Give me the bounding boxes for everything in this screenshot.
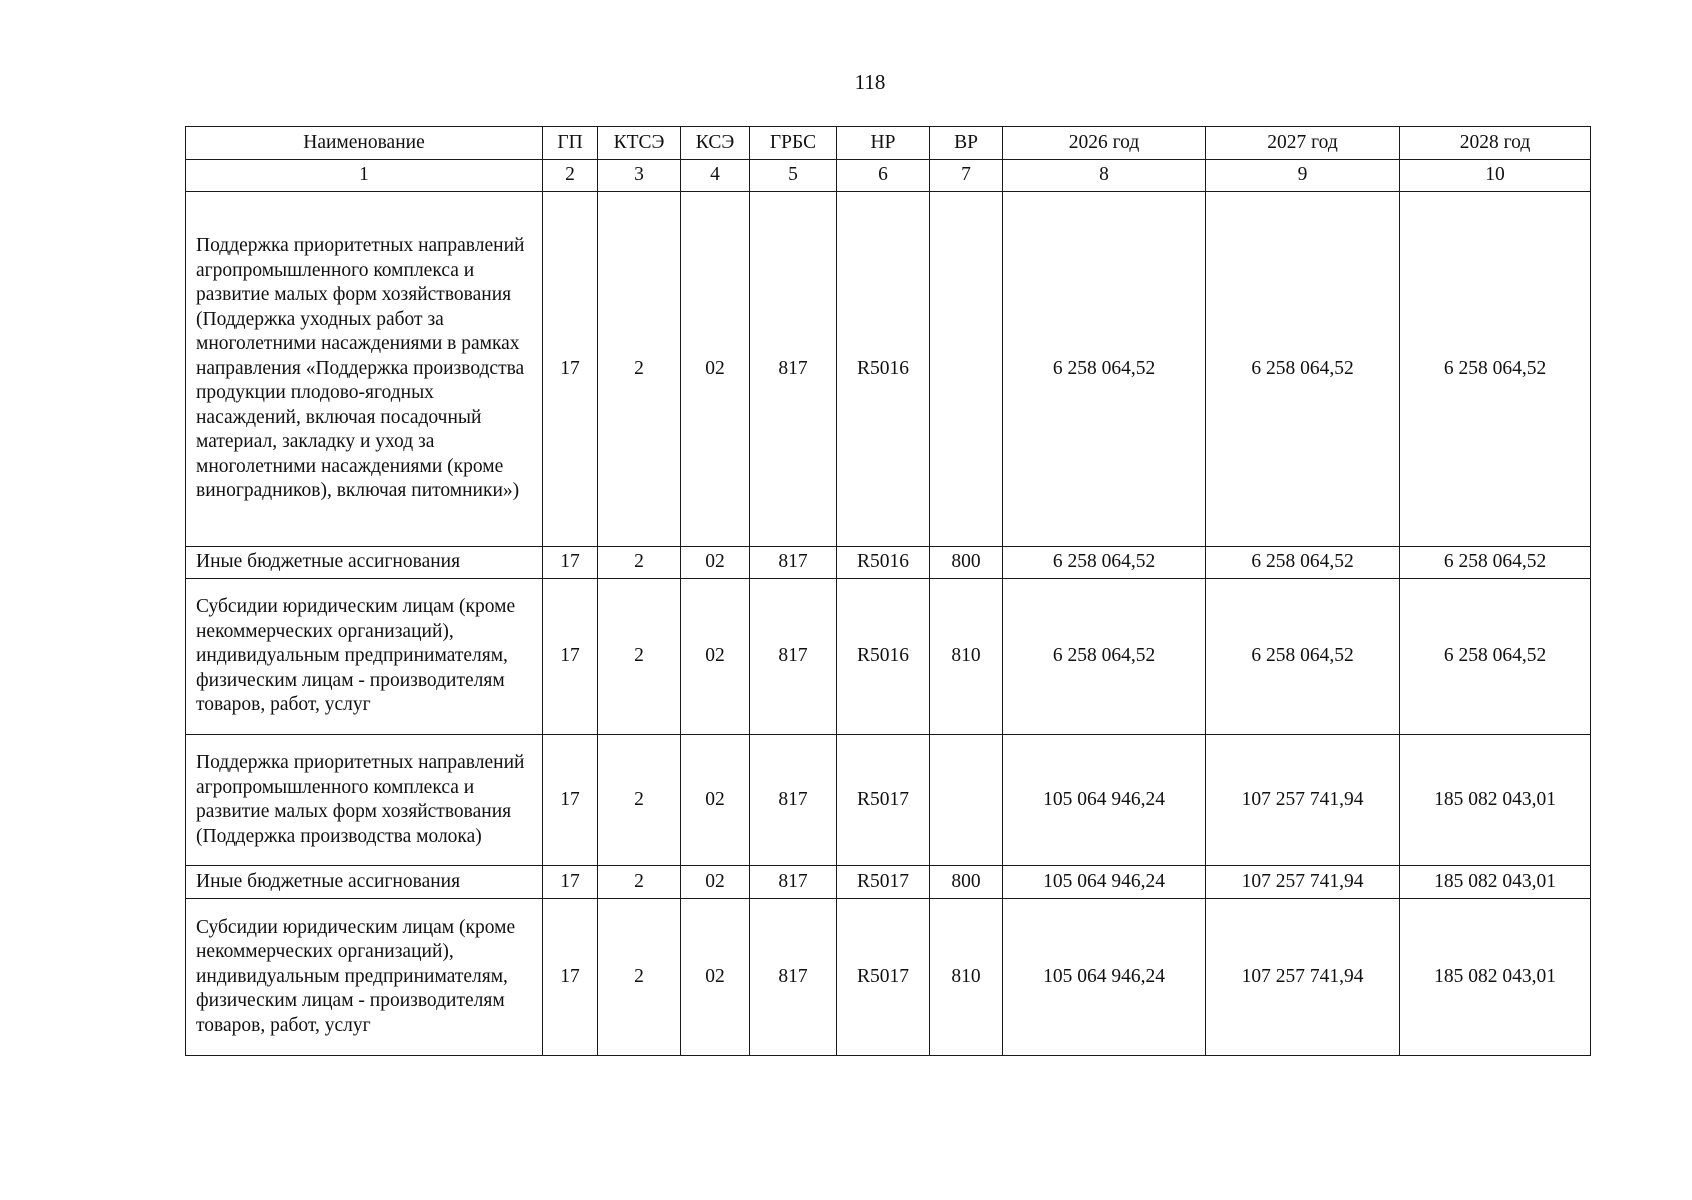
table-row (186, 579, 1591, 735)
row-grbs: 817 (750, 192, 837, 547)
row-kse: 02 (681, 735, 750, 866)
header-ktse: КТСЭ (598, 127, 681, 160)
row-kse: 02 (681, 192, 750, 547)
table-row (186, 547, 1591, 579)
row-kse: 02 (681, 547, 750, 579)
row-grbs: 817 (750, 866, 837, 899)
row-gp: 17 (543, 735, 598, 866)
column-number: 7 (930, 160, 1003, 192)
row-vr: 800 (930, 866, 1003, 899)
row-amount-2027: 107 257 741,94 (1206, 866, 1400, 899)
row-amount-2026: 105 064 946,24 (1003, 735, 1206, 866)
header-gp: ГП (543, 127, 598, 160)
row-vr: 800 (930, 547, 1003, 579)
row-amount-2026: 105 064 946,24 (1003, 899, 1206, 1056)
row-grbs: 817 (750, 899, 837, 1056)
column-number: 9 (1206, 160, 1400, 192)
row-nr: R5016 (837, 547, 930, 579)
row-name: Иные бюджетные ассигнования (186, 866, 543, 899)
row-amount-2028: 185 082 043,01 (1400, 735, 1591, 866)
header-2027: 2027 год (1206, 127, 1400, 160)
table-row (186, 192, 1591, 547)
row-kse: 02 (681, 899, 750, 1056)
column-number-row (186, 160, 1591, 192)
row-vr: 810 (930, 579, 1003, 735)
row-amount-2028: 6 258 064,52 (1400, 192, 1591, 547)
row-nr: R5016 (837, 579, 930, 735)
column-number: 5 (750, 160, 837, 192)
row-ktse: 2 (598, 735, 681, 866)
header-row (186, 127, 1591, 160)
row-amount-2027: 6 258 064,52 (1206, 547, 1400, 579)
table-row (186, 899, 1591, 1056)
table-row (186, 735, 1591, 866)
row-kse: 02 (681, 866, 750, 899)
header-name: Наименование (186, 127, 543, 160)
row-amount-2028: 185 082 043,01 (1400, 866, 1591, 899)
row-vr (930, 192, 1003, 547)
row-amount-2028: 6 258 064,52 (1400, 579, 1591, 735)
row-ktse: 2 (598, 866, 681, 899)
page-number: 118 (854, 70, 886, 94)
row-vr (930, 735, 1003, 866)
header-nr: НР (837, 127, 930, 160)
column-number: 10 (1400, 160, 1591, 192)
row-name: Поддержка приоритетных направлений агропромышленного комплекса и развитие малых форм хозяйствования (Поддержка производства молока) (186, 735, 543, 866)
row-amount-2026: 6 258 064,52 (1003, 579, 1206, 735)
row-gp: 17 (543, 547, 598, 579)
row-amount-2027: 6 258 064,52 (1206, 192, 1400, 547)
row-grbs: 817 (750, 547, 837, 579)
row-name: Субсидии юридическим лицам (кроме некоммерческих организаций), индивидуальным предпринимателям, физическим лицам - производителям товаров, работ, услуг (186, 899, 543, 1056)
row-nr: R5017 (837, 735, 930, 866)
row-gp: 17 (543, 899, 598, 1056)
row-gp: 17 (543, 579, 598, 735)
row-nr: R5017 (837, 866, 930, 899)
row-amount-2027: 107 257 741,94 (1206, 899, 1400, 1056)
row-ktse: 2 (598, 192, 681, 547)
row-grbs: 817 (750, 579, 837, 735)
row-grbs: 817 (750, 735, 837, 866)
row-amount-2026: 6 258 064,52 (1003, 547, 1206, 579)
row-vr: 810 (930, 899, 1003, 1056)
row-ktse: 2 (598, 579, 681, 735)
column-number: 4 (681, 160, 750, 192)
row-amount-2026: 6 258 064,52 (1003, 192, 1206, 547)
column-number: 1 (186, 160, 543, 192)
row-nr: R5017 (837, 899, 930, 1056)
row-name: Поддержка приоритетных направлений агропромышленного комплекса и развитие малых форм хозяйствования (Поддержка уходных работ за многолетними насаждениями в рамках направления «Поддержка производства продукции плодово-ягодных насаждений, включая посадочный материал, закладку и уход за многолетними насаждениями (кроме виноградников), включая питомники») (186, 192, 543, 547)
header-kse: КСЭ (681, 127, 750, 160)
header-2026: 2026 год (1003, 127, 1206, 160)
row-nr: R5016 (837, 192, 930, 547)
column-number: 8 (1003, 160, 1206, 192)
row-amount-2027: 107 257 741,94 (1206, 735, 1400, 866)
column-number: 2 (543, 160, 598, 192)
row-amount-2028: 185 082 043,01 (1400, 899, 1591, 1056)
header-2028: 2028 год (1400, 127, 1591, 160)
column-number: 3 (598, 160, 681, 192)
row-amount-2026: 105 064 946,24 (1003, 866, 1206, 899)
row-kse: 02 (681, 579, 750, 735)
row-ktse: 2 (598, 547, 681, 579)
row-amount-2028: 6 258 064,52 (1400, 547, 1591, 579)
row-amount-2027: 6 258 064,52 (1206, 579, 1400, 735)
header-grbs: ГРБС (750, 127, 837, 160)
row-name: Субсидии юридическим лицам (кроме некоммерческих организаций), индивидуальным предпринимателям, физическим лицам - производителям товаров, работ, услуг (186, 579, 543, 735)
table-row (186, 866, 1591, 899)
row-name: Иные бюджетные ассигнования (186, 547, 543, 579)
header-vr: ВР (930, 127, 1003, 160)
row-gp: 17 (543, 192, 598, 547)
budget-table (185, 126, 1591, 1056)
row-gp: 17 (543, 866, 598, 899)
column-number: 6 (837, 160, 930, 192)
row-ktse: 2 (598, 899, 681, 1056)
